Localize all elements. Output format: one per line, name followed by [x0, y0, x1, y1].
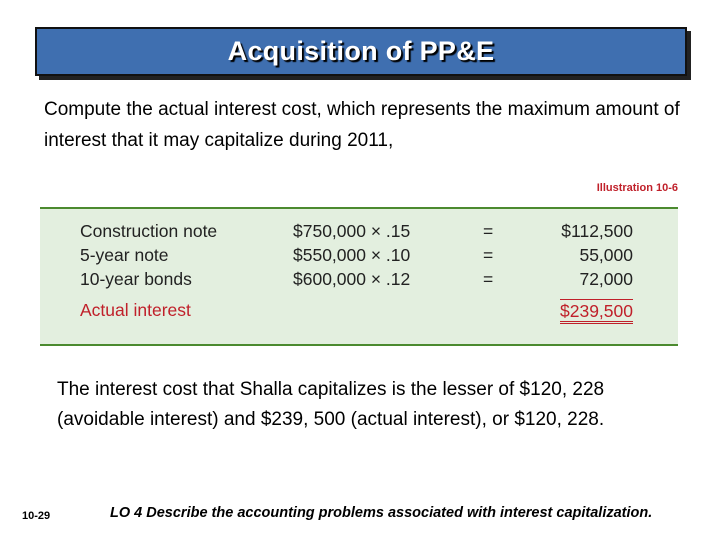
- total-label: Actual interest: [80, 300, 191, 320]
- row-amount: $750,000 × .15: [293, 221, 411, 241]
- equals-sign: =: [483, 269, 494, 289]
- row-result: 55,000: [579, 245, 633, 265]
- table-row: [40, 221, 678, 245]
- intro-text: Compute the actual interest cost, which represents the maximum amount of interest that it may capitalize during 2011,: [44, 99, 680, 151]
- row-label: 5-year note: [80, 245, 169, 265]
- total-row: [40, 300, 678, 324]
- equals-sign: =: [483, 245, 494, 265]
- conclusion-text: The interest cost that Shalla capitalizes is the lesser of $120, 228 (avoidable interest) and $239, 500 (actual interest), or $120, 228.: [57, 379, 605, 430]
- slide-title: Acquisition of PP&E: [227, 36, 495, 66]
- row-amount: $550,000 × .10: [293, 245, 411, 265]
- total-result: $239,500: [560, 299, 633, 324]
- row-result: $112,500: [561, 221, 633, 241]
- illustration-label: Illustration 10-6: [596, 182, 678, 194]
- equals-sign: =: [483, 221, 494, 241]
- row-label: Construction note: [80, 221, 218, 241]
- learning-objective: LO 4 Describe the accounting problems associated with interest capitalization.: [110, 505, 653, 521]
- interest-table: [40, 207, 678, 346]
- row-result: 72,000: [579, 269, 633, 289]
- slide-number: 10-29: [22, 510, 51, 522]
- row-amount: $600,000 × .12: [293, 269, 411, 289]
- row-label: 10-year bonds: [80, 269, 192, 289]
- title-banner: [35, 27, 687, 76]
- table-row: [40, 269, 678, 293]
- table-row: [40, 245, 678, 269]
